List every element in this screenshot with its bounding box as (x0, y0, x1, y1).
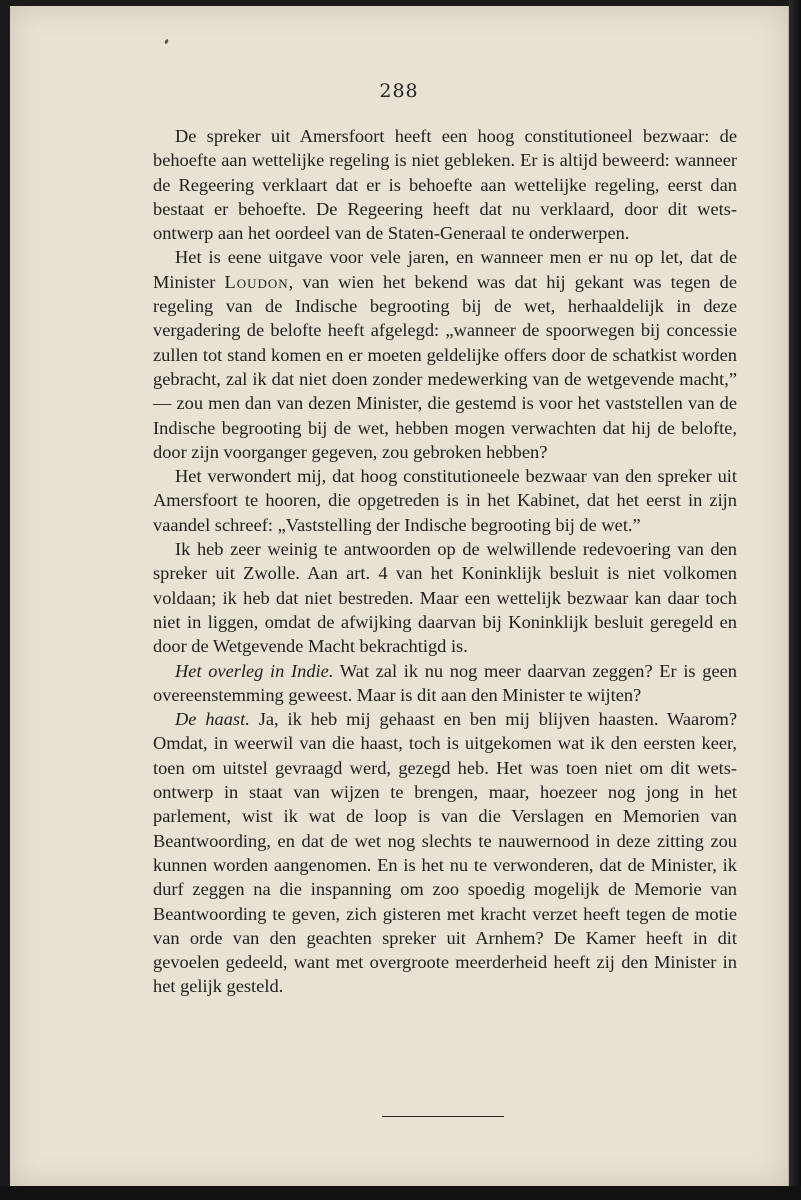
ink-speck (164, 39, 169, 45)
paragraph-4-text: Ik heb zeer weinig te antwoorden op de welwillende redevoering van den spreker uit Zwolle. Aan art. 4 van het Koninklijk besluit is niet volkomen voldaan; ik heb dat niet bestreden. Maar een wettelijk bezwaar kan daar toch niet in liggen, omdat de afwijking daarvan bij Koninklijk besluit geregeld en door de Wetgevende Macht bekrachtigd is. (153, 539, 737, 657)
paragraph-5-text: Wat zal ik nu nog meer daarvan zeggen? Er is geen overeenstemming geweest. Maar is dit aan den Minister te wijten? (153, 660, 737, 705)
page-number: 288 (379, 80, 419, 102)
paragraph-4 (153, 537, 737, 658)
paragraph-3-text: Het verwondert mij, dat hoog constitutioneele bezwaar van den spreker uit Amersfoort te hooren, die opgetreden is in het Kabinet, dat het eerst in zijn vaandel schreef: „Vaststelling der Indische begrooting bij de wet.” (153, 466, 737, 535)
paragraph-5 (153, 659, 737, 708)
section-end-rule (382, 1116, 504, 1117)
paragraph-6-text: Ja, ik heb mij gehaast en ben mij blijven haasten. Waarom? Omdat, in weerwil van die haast, toch is uitgekomen wat ik den eersten keer, toen om uitstel gevraagd werd, gezegd heb. Het was toen niet om dit wets-ontwerp in staat van wijzen te brengen, maar, hoezeer nog jong in het parlement, wist ik wat de loop is van die Verslagen en Memorien van Beantwoording, en dat de wet nog slechts te nauwernood in deze zitting zou kunnen worden aangenomen. En is het nu te verwonderen, dat de Minister, ik durf zeggen na die inspanning om zoo spoedig mogelijk de Memorie van Beantwoording te geven, zich gisteren met kracht verzet heeft tegen de motie van orde van den geachten spreker uit Arnhem? De Kamer heeft in dit gevoelen gedeeld, want met overgroote meerderheid heeft zij den Minister in het gelijk gesteld. (153, 709, 737, 997)
scan-edge-right (789, 0, 801, 1200)
book-page (10, 6, 790, 1186)
paragraph-1 (153, 124, 737, 245)
paragraph-3 (153, 464, 737, 537)
minister-name: Loudon (224, 271, 289, 292)
paragraph-2-before: Het is eene uitgave voor vele jaren, en wanneer men er nu op let, dat de Minister (153, 247, 737, 292)
paragraph-5-heading: Het overleg in Indie. (175, 660, 334, 681)
paragraph-6-heading: De haast. (175, 709, 250, 730)
paragraph-6 (153, 707, 737, 999)
paragraph-2 (153, 245, 737, 464)
paragraph-1-text: De spreker uit Amersfoort heeft een hoog constitutioneel bezwaar: de behoefte aan wettelijke regeling is niet gebleken. Er is altijd beweerd: wanneer de Regeering verklaart dat er is behoefte aan wettelijke regeling, eerst dan bestaat er behoefte. De Regeering heeft dat nu verklaard, door dit wets-ontwerp aan het oordeel van de Staten-Generaal te onderwerpen. (153, 126, 737, 244)
paragraph-2-after: , van wien het bekend was dat hij gekant was tegen de regeling van de Indische begrooting bij de wet, herhaaldelijk in deze vergadering de belofte heeft afgelegd: „wanneer de spoorwegen bij concessie zullen tot stand komen en er moeten geldelijke offers door de schatkist worden gebracht, zal ik dat niet doen zonder medewerking van de wetgevende macht,” — zou men dan van dezen Minister, die gestemd is voor het vaststellen van de Indische begrooting bij de wet, hebben mogen verwachten dat hij de belofte, door zijn voorganger gegeven, zou gebroken hebben? (153, 271, 737, 462)
scan-edge-bottom (0, 1186, 801, 1200)
body-text (153, 124, 737, 999)
